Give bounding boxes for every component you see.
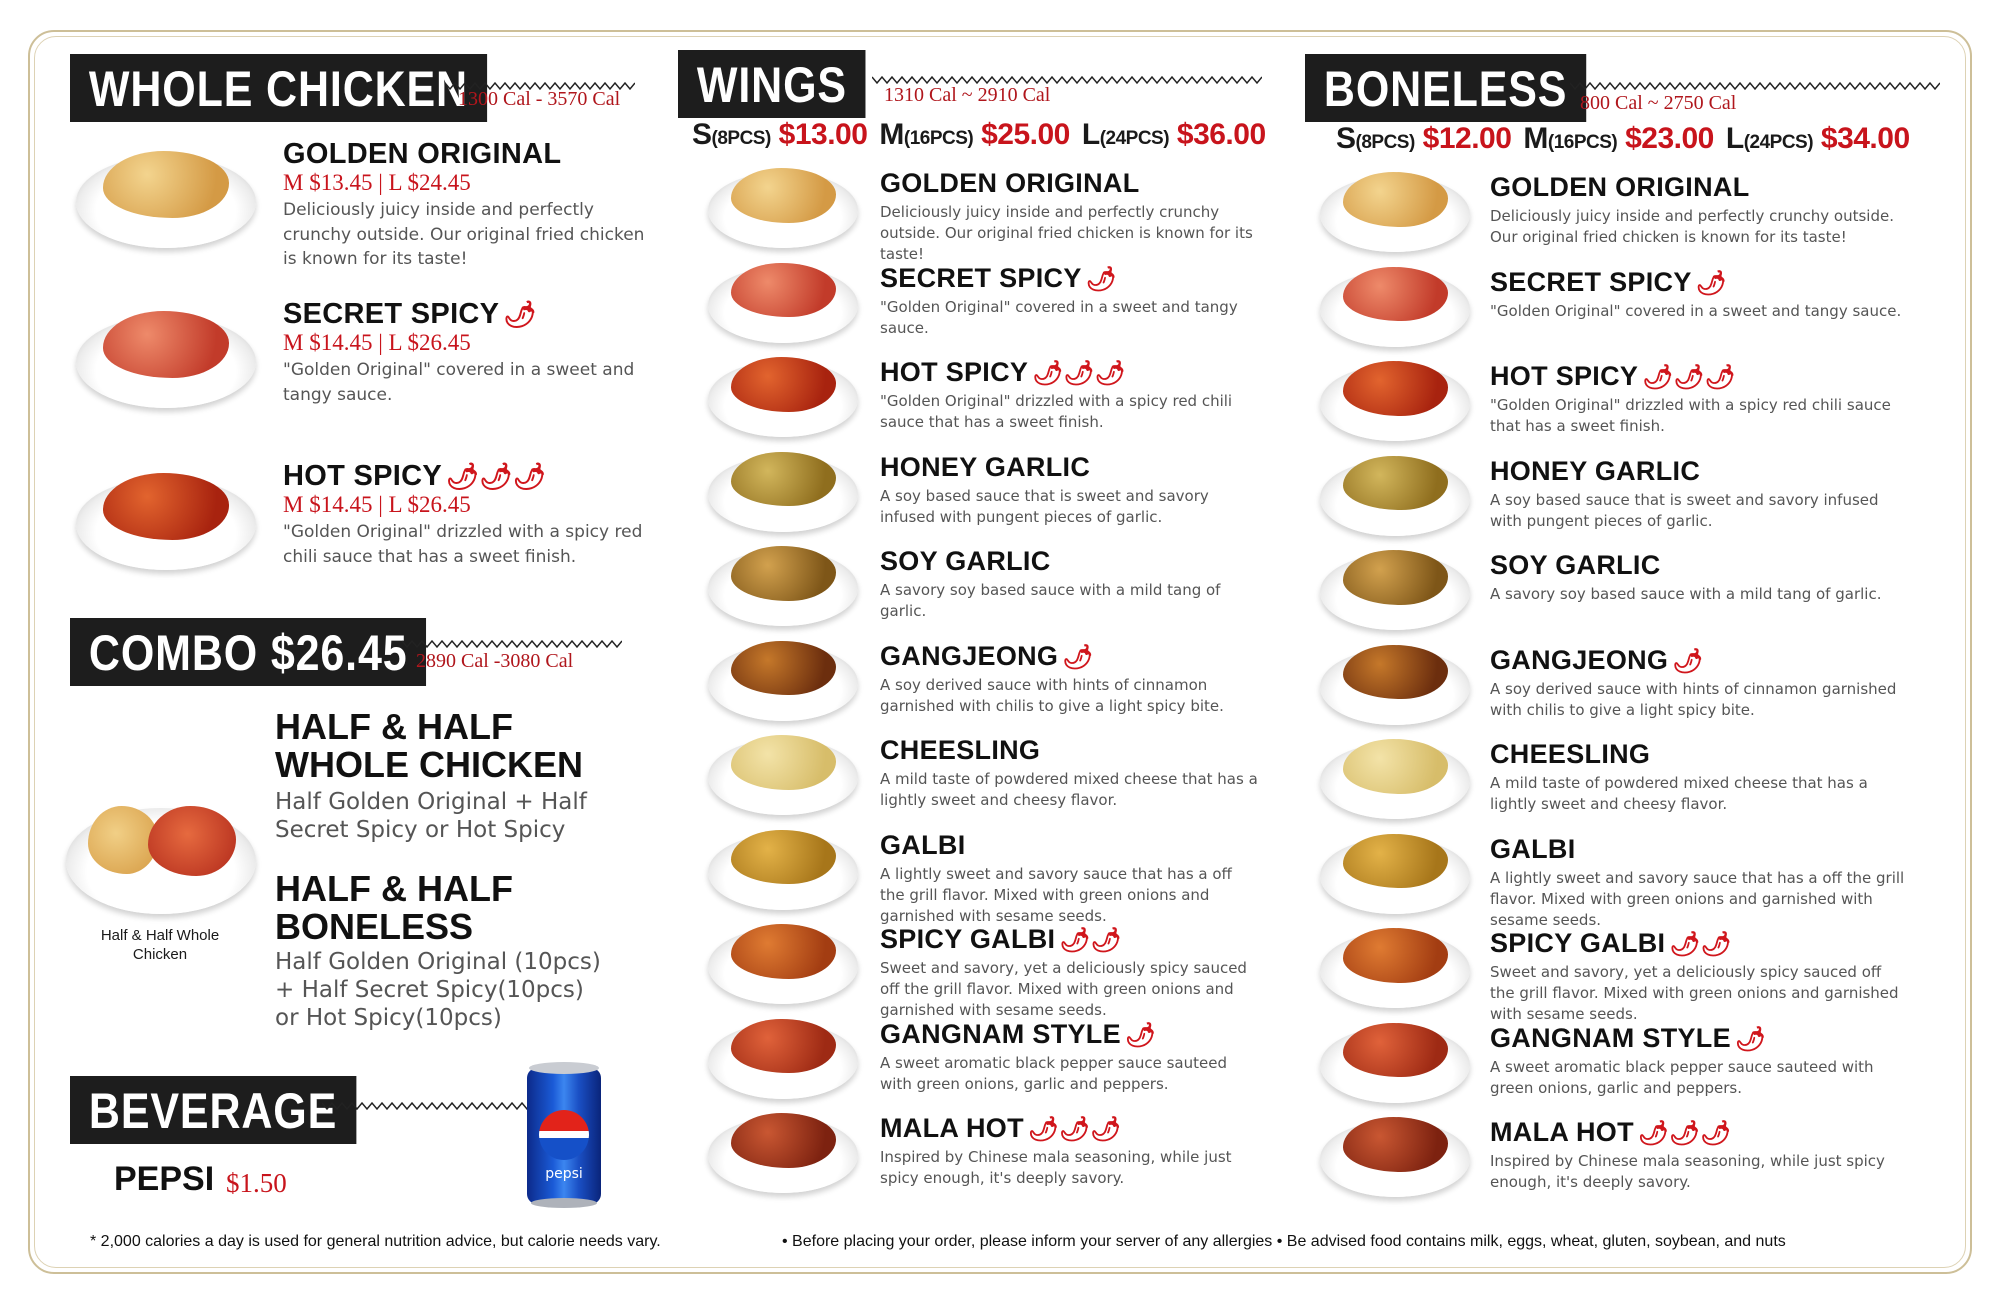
- item-title: SECRET SPICY 🌶: [880, 262, 1117, 293]
- chili-pepper-icon: 🌶🌶🌶: [1637, 1120, 1732, 1147]
- item-title: HOT SPICY 🌶🌶🌶: [283, 460, 547, 492]
- chicken-food-image: [731, 168, 836, 223]
- boneless-heading: BONELESS: [1305, 54, 1586, 122]
- chili-pepper-icon: 🌶: [1124, 1021, 1157, 1049]
- whole-chicken-heading: WHOLE CHICKEN: [70, 54, 487, 122]
- size-label: [879, 118, 973, 151]
- chicken-food-image: [731, 546, 836, 601]
- chili-pepper-icon: 🌶🌶: [1669, 931, 1732, 958]
- item-description: A savory soy based sauce with a mild tang of garlic.: [880, 581, 1221, 620]
- chili-pepper-icon: 🌶🌶🌶: [446, 461, 547, 491]
- beverage-price: $1.50: [226, 1168, 287, 1198]
- item-title: GANGNAM STYLE 🌶: [880, 1018, 1157, 1049]
- combo-option-title: HALF & HALF BONELESS: [275, 868, 513, 947]
- item-description: A savory soy based sauce with a mild tang of garlic.: [1490, 585, 1882, 603]
- size-letter: S: [1336, 122, 1356, 155]
- chicken-food-image: [103, 151, 229, 217]
- chicken-food-image: [1343, 645, 1448, 700]
- size-label: [1726, 122, 1813, 155]
- item-title: MALA HOT 🌶🌶🌶: [880, 1113, 1122, 1143]
- item-description: A mild taste of powdered mixed cheese that has a lightly sweet and cheesy flavor.: [880, 770, 1258, 809]
- item-title: CHEESLING: [880, 735, 1041, 765]
- item-price: M $14.45 | L $26.45: [283, 330, 471, 355]
- item-title: GANGNAM STYLE 🌶: [1490, 1022, 1767, 1053]
- item-description: A sweet aromatic black pepper sauce sauteed with green onions, garlic and peppers.: [880, 1053, 1227, 1093]
- chicken-food-image: [731, 357, 836, 412]
- size-label: [1523, 122, 1617, 155]
- chili-pepper-icon: 🌶🌶🌶: [1027, 1116, 1122, 1143]
- item-title: GANGJEONG 🌶: [1490, 644, 1704, 675]
- item-title: GOLDEN ORIGINAL: [283, 138, 562, 170]
- size-price: $36.00: [1169, 118, 1266, 151]
- size-pieces: (24PCS): [1743, 132, 1814, 153]
- size-pieces: (8PCS): [711, 128, 771, 149]
- size-price: $13.00: [770, 118, 868, 151]
- combo-option-title: HALF & HALF WHOLE CHICKEN: [275, 706, 583, 785]
- item-description: A soy derived sauce with hints of cinnamon garnished with chilis to give a light spicy bite.: [1490, 679, 1897, 719]
- size-letter: L: [1725, 122, 1744, 155]
- can-lid: [529, 1062, 599, 1074]
- combo-heading: COMBO $26.45: [70, 618, 426, 686]
- chili-pepper-icon: 🌶: [1062, 643, 1094, 671]
- item-description: A lightly sweet and savory sauce that has a off the grill flavor. Mixed with green onions and garnished with sesame seeds.: [880, 864, 1232, 925]
- chili-pepper-icon: 🌶: [503, 299, 537, 329]
- item-title: SOY GARLIC: [1490, 550, 1661, 580]
- can-bottom: [531, 1198, 597, 1208]
- size-letter: L: [1081, 118, 1100, 151]
- item-title: SECRET SPICY 🌶: [1490, 266, 1727, 297]
- chili-pepper-icon: 🌶🌶: [1059, 927, 1122, 954]
- combo-calories: 2890 Cal -3080 Cal: [416, 650, 574, 672]
- item-title: MALA HOT 🌶🌶🌶: [1490, 1117, 1732, 1147]
- pepsi-logo-icon: [539, 1110, 589, 1160]
- chicken-food-image: [731, 924, 836, 979]
- item-title: GOLDEN ORIGINAL: [1490, 172, 1750, 202]
- item-description: Deliciously juicy inside and perfectly crunchy outside. Our original fried chicken is known for its taste!: [880, 203, 1253, 263]
- chicken-food-image: [1343, 550, 1448, 605]
- item-title: SPICY GALBI 🌶🌶: [1490, 928, 1732, 958]
- chicken-food-image: [731, 263, 836, 318]
- chili-pepper-icon: 🌶🌶🌶: [1032, 360, 1126, 387]
- wings-size-prices: [692, 118, 1278, 152]
- item-title: SPICY GALBI 🌶🌶: [880, 924, 1122, 954]
- item-description: "Golden Original" covered in a sweet and tangy sauce.: [880, 297, 1238, 337]
- item-title: CHEESLING: [1490, 739, 1651, 769]
- size-price: $12.00: [1414, 122, 1512, 155]
- item-description: A soy based sauce that is sweet and savory infused with pungent pieces of garlic.: [880, 486, 1209, 526]
- combo-option-description: Half Golden Original (10pcs) + Half Secret Spicy(10pcs) or Hot Spicy(10pcs): [275, 949, 601, 1031]
- size-pieces: (8PCS): [1355, 132, 1415, 153]
- item-description: Deliciously juicy inside and perfectly crunchy outside. Our original fried chicken is known for its taste!: [1490, 207, 1894, 246]
- allergy-note: • Before placing your order, please inform your server of any allergies • Be advised food contains milk, eggs, wheat, gluten, soybean, and nuts: [782, 1233, 1786, 1250]
- chicken-food-image: [1343, 834, 1448, 889]
- item-description: A mild taste of powdered mixed cheese that has a lightly sweet and cheesy flavor.: [1490, 774, 1868, 813]
- boneless-size-prices: [1336, 122, 1922, 156]
- wings-heading: WINGS: [678, 50, 866, 118]
- chicken-food-image: [1343, 739, 1448, 794]
- item-title: SOY GARLIC: [880, 546, 1051, 576]
- size-label: [1082, 118, 1169, 151]
- item-title: HONEY GARLIC: [880, 451, 1091, 482]
- item-description: Inspired by Chinese mala seasoning, while just spicy enough, it's deeply savory.: [1490, 1152, 1885, 1191]
- item-title: HOT SPICY 🌶🌶🌶: [1490, 361, 1736, 391]
- chicken-food-image: [731, 830, 836, 885]
- chili-pepper-icon: 🌶: [1085, 265, 1117, 293]
- zigzag-divider: [322, 1100, 532, 1112]
- size-letter: S: [692, 118, 712, 151]
- chicken-food-image: [731, 1019, 836, 1074]
- item-description: Sweet and savory, yet a deliciously spicy sauced off the grill flavor. Mixed with green onions and garnished with sesame seeds.: [1490, 963, 1899, 1023]
- size-letter: M: [1523, 122, 1548, 155]
- item-title: GOLDEN ORIGINAL: [880, 168, 1140, 198]
- chicken-food-image: [103, 311, 229, 377]
- size-price: $34.00: [1813, 122, 1910, 155]
- item-title: GALBI: [1490, 833, 1576, 864]
- size-pieces: (24PCS): [1099, 128, 1170, 149]
- item-description: "Golden Original" covered in a sweet and tangy sauce.: [1490, 301, 1902, 320]
- chicken-food-image: [1343, 1117, 1448, 1172]
- chicken-food-image: [731, 735, 836, 790]
- item-description: "Golden Original" drizzled with a spicy red chili sauce that has a sweet finish.: [1490, 396, 1891, 435]
- item-title: GALBI: [880, 829, 966, 860]
- chicken-food-image: [1343, 361, 1448, 416]
- chicken-food-image: [731, 641, 836, 696]
- item-price: M $14.45 | L $26.45: [283, 492, 471, 517]
- item-description: Deliciously juicy inside and perfectly crunchy outside. Our original fried chicken is known for its taste!: [283, 200, 645, 270]
- size-label: [1336, 122, 1415, 155]
- item-description: Inspired by Chinese mala seasoning, while just spicy enough, it's deeply savory.: [880, 1148, 1232, 1187]
- chicken-food-image: [731, 1113, 836, 1168]
- chicken-food-image: [1343, 172, 1448, 227]
- item-description: A sweet aromatic black pepper sauce sauteed with green onions, garlic and peppers.: [1490, 1057, 1874, 1097]
- size-pieces: (16PCS): [903, 128, 974, 149]
- item-description: Sweet and savory, yet a deliciously spicy sauced off the grill flavor. Mixed with green onions and garnished with sesame seeds.: [880, 959, 1247, 1019]
- item-description: "Golden Original" covered in a sweet and tangy sauce.: [283, 360, 635, 405]
- item-description: "Golden Original" drizzled with a spicy red chili sauce that has a sweet finish.: [283, 522, 643, 567]
- item-description: A soy based sauce that is sweet and savory infused with pungent pieces of garlic.: [1490, 490, 1879, 530]
- chicken-food-image: [1343, 1023, 1448, 1078]
- chicken-food-image: [1343, 456, 1448, 511]
- size-label: [692, 118, 771, 151]
- combo-food-spicy: [148, 806, 236, 876]
- size-letter: M: [879, 118, 904, 151]
- item-title: HONEY GARLIC: [1490, 455, 1701, 486]
- combo-option-description: Half Golden Original + Half Secret Spicy or Hot Spicy: [275, 789, 587, 843]
- item-title: SECRET SPICY 🌶: [283, 298, 537, 330]
- chili-pepper-icon: 🌶: [1695, 269, 1727, 297]
- size-price: $23.00: [1617, 122, 1714, 155]
- calorie-note: * 2,000 calories a day is used for general nutrition advice, but calorie needs vary.: [90, 1233, 661, 1250]
- item-description: "Golden Original" drizzled with a spicy red chili sauce that has a sweet finish.: [880, 392, 1233, 431]
- zigzag-divider: [402, 638, 622, 650]
- size-price: $25.00: [973, 118, 1070, 151]
- chicken-food-image: [1343, 928, 1448, 983]
- item-title: GANGJEONG 🌶: [880, 640, 1094, 671]
- combo-image-caption: Half & Half Whole Chicken: [100, 927, 220, 963]
- can-brand-label: pepsi: [545, 1166, 583, 1182]
- whole-chicken-calories: 1300 Cal - 3570 Cal: [458, 88, 621, 110]
- pepsi-can-image: [527, 1068, 601, 1204]
- boneless-calories: 800 Cal ~ 2750 Cal: [1580, 92, 1737, 114]
- size-pieces: (16PCS): [1547, 132, 1618, 153]
- chicken-food-image: [731, 452, 836, 507]
- chicken-food-image: [1343, 267, 1448, 322]
- item-price: M $13.45 | L $24.45: [283, 170, 471, 195]
- chili-pepper-icon: 🌶🌶🌶: [1642, 364, 1736, 391]
- zigzag-divider: [1570, 80, 1940, 92]
- beverage-heading: BEVERAGE: [70, 1076, 356, 1144]
- chili-pepper-icon: 🌶: [1672, 647, 1704, 675]
- item-title: HOT SPICY 🌶🌶🌶: [880, 357, 1126, 387]
- item-description: A lightly sweet and savory sauce that has a off the grill flavor. Mixed with green onions and garnished with sesame seeds.: [1490, 868, 1905, 929]
- chicken-food-image: [103, 473, 229, 539]
- chili-pepper-icon: 🌶: [1734, 1025, 1767, 1053]
- beverage-item: PEPSI: [114, 1160, 215, 1198]
- wings-calories: 1310 Cal ~ 2910 Cal: [884, 84, 1051, 106]
- item-description: A soy derived sauce with hints of cinnamon garnished with chilis to give a light spicy bite.: [880, 675, 1224, 715]
